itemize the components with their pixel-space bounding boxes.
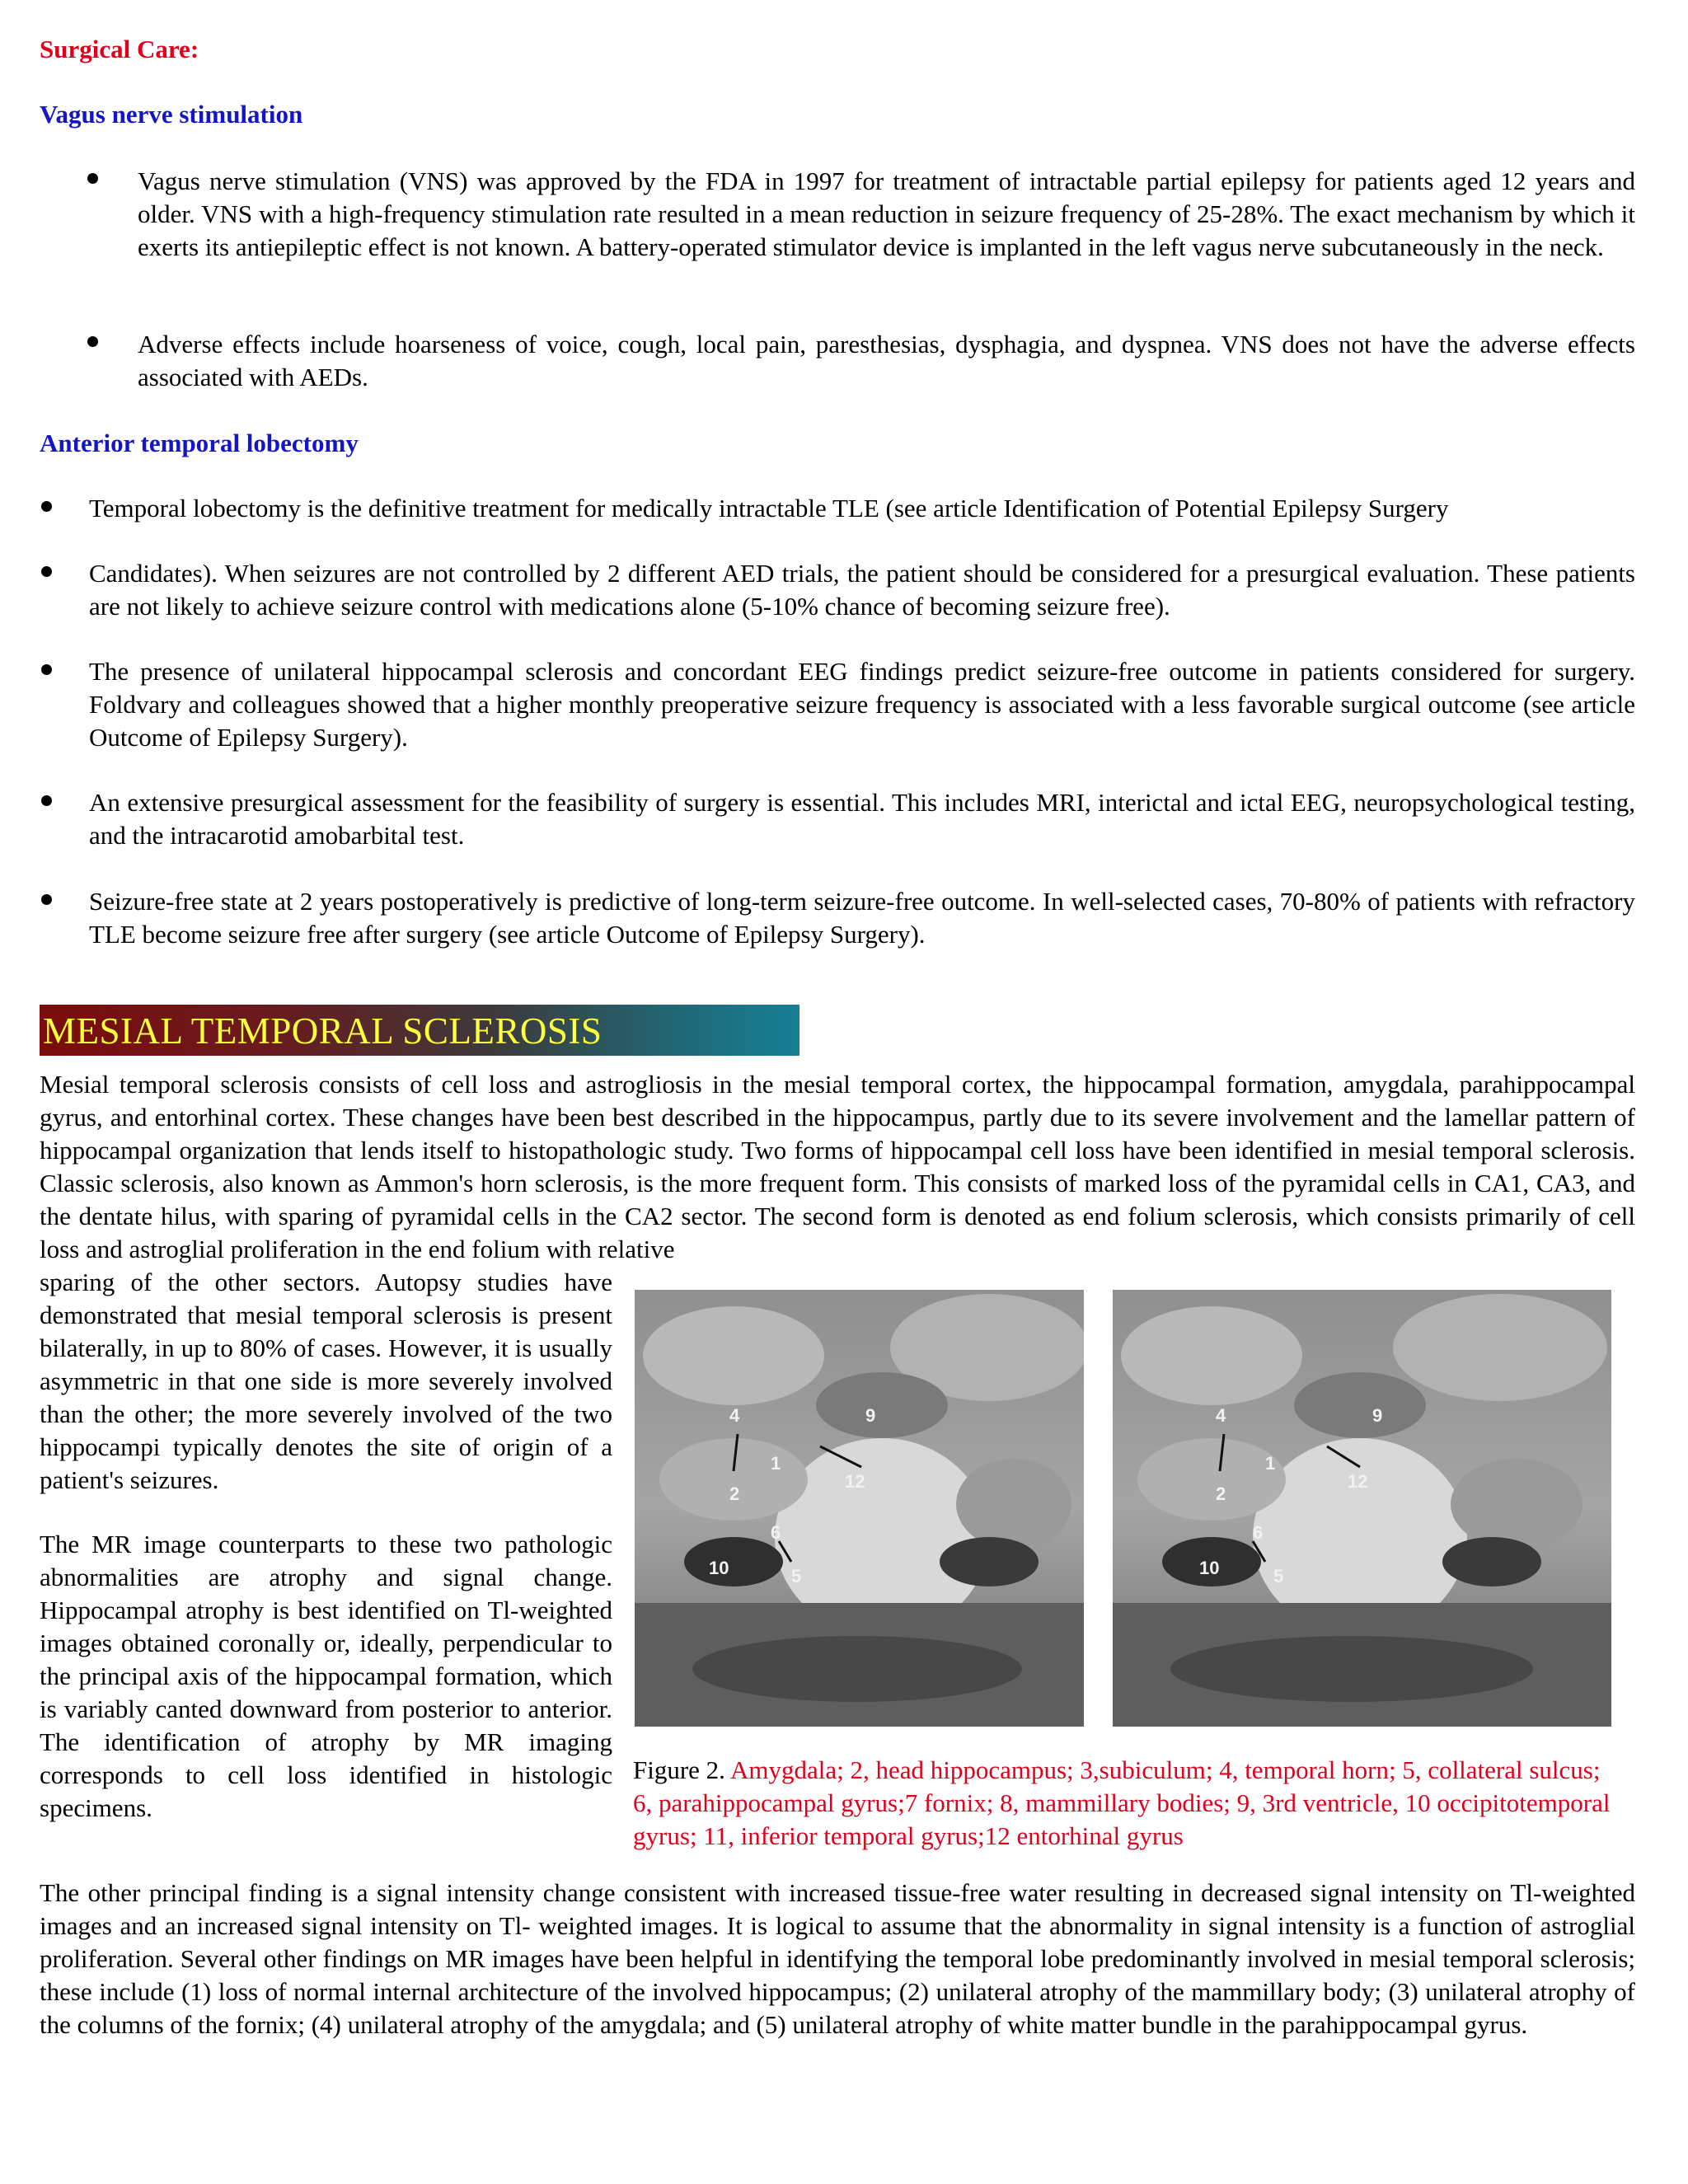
label-9: 9 (1372, 1405, 1383, 1426)
atl-bullet-2: Candidates). When seizures are not controlled by 2 different AED trials, the patient should be considered for a presurgical evaluation. These patients are not likely to achieve seizure control with medications alone (5-10% chance of becoming seizure free). (89, 559, 1635, 621)
bullet-icon (41, 501, 52, 512)
label-1: 1 (1265, 1453, 1276, 1474)
label-2: 2 (1216, 1483, 1226, 1504)
figure-caption-prefix: Figure 2. (633, 1755, 730, 1784)
atl-bullet-3: The presence of unilateral hippocampal sclerosis and concordant EEG findings predict seizure-free outcome in patients considered for surgery. Foldvary and colleagues showed that a higher monthly preoperative seizure frequency is associated with a less favorable surgical outcome (see article Outcome of Epilepsy Surgery). (89, 657, 1635, 752)
mts-title-banner (40, 1005, 799, 1056)
label-10: 10 (1199, 1558, 1220, 1578)
figure-caption-text: Amygdala; 2, head hippocampus; 3,subiculum; 4, temporal horn; 5, collateral sulcus; 6, parahippocampal gyrus;7 fornix; 8, mammillary bodies; 9, 3rd ventricle, 10 occipitotemporal gyrus; 11, inferior temporal gyrus;12 entorhinal gyrus (633, 1755, 1611, 1850)
label-2: 2 (729, 1483, 740, 1504)
bullet-icon (41, 795, 52, 806)
vns-bullet-2: Adverse effects include hoarseness of voice, cough, local pain, paresthesias, dysphagia, and dyspnea. VNS does not have the adverse effects associated with AEDs. (138, 330, 1635, 391)
label-12: 12 (845, 1471, 865, 1492)
mts-title: MESIAL TEMPORAL SCLEROSIS (43, 1010, 603, 1052)
label-5: 5 (1273, 1566, 1284, 1586)
label-1: 1 (771, 1453, 781, 1474)
vns-heading: Vagus nerve stimulation (40, 100, 303, 129)
mts-paragraph-1: Mesial temporal sclerosis consists of cell loss and astrogliosis in the mesial temporal cortex, the hippocampal formation, amygdala, parahippocampal gyrus, and entorhinal cortex. These changes have been best described in the hippocampus, partly due to its severe involvement and the lamellar pattern of hippocampal organization that lends itself to histopathologic study. Two forms of hippocampal cell loss have been identified in mesial temporal sclerosis. Classic sclerosis, also known as Ammon's horn sclerosis, is the more frequent form. This consists of marked loss of the pyramidal cells in CA1, CA3, and the dentate hilus, with sparing of pyramidal cells in the CA2 sector. The second form is denoted as end folium sclerosis, which consists primarily of cell loss and astroglial proliferation in the end folium with relative (40, 1070, 1635, 1263)
atl-heading: Anterior temporal lobectomy (40, 429, 359, 457)
label-4: 4 (729, 1405, 740, 1426)
label-5: 5 (791, 1566, 802, 1586)
bullet-icon (41, 664, 52, 675)
mri-image-right (1113, 1290, 1611, 1727)
atl-bullet-5: Seizure-free state at 2 years postoperatively is predictive of long-term seizure-free outcome. In well-selected cases, 70-80% of patients with refractory TLE become seizure free after surgery (see article Outcome of Epilepsy Surgery). (89, 887, 1635, 949)
label-6: 6 (771, 1522, 781, 1543)
figure-caption (633, 1754, 1622, 1853)
label-12: 12 (1348, 1471, 1368, 1492)
label-9: 9 (865, 1405, 876, 1426)
atl-bullet-1: Temporal lobectomy is the definitive treatment for medically intractable TLE (see article Identification of Potential Epilepsy Surgery (89, 494, 1449, 523)
bullet-icon (41, 894, 52, 905)
bullet-icon (87, 173, 98, 184)
atl-bullet-4: An extensive presurgical assessment for the feasibility of surgery is essential. This includes MRI, interictal and ictal EEG, neuropsychological testing, and the intracarotid amobarbital test. (89, 788, 1635, 850)
mts-paragraph-1-continued: sparing of the other sectors. Autopsy studies have demonstrated that mesial temporal sclerosis is present bilaterally, in up to 80% of cases. However, it is usually asymmetric in that one side is more severely involved than the other; the more severely involved of the two hippocampi typically denotes the site of origin of a patient's seizures. (40, 1268, 612, 1494)
bullet-icon (87, 336, 98, 347)
label-10: 10 (709, 1558, 729, 1578)
mts-paragraph-3: The other principal finding is a signal intensity change consistent with increased tissue-free water resulting in decreased signal intensity on Tl-weighted images and an increased signal intensity on Tl- weighted images. It is logical to assume that the abnormality in signal intensity is a function of astroglial proliferation. Several other findings on MR images have been helpful in identifying the temporal lobe predominantly involved in mesial temporal sclerosis; these include (1) loss of normal internal architecture of the involved hippocampus; (2) unilateral atrophy of the mammillary body; (3) unilateral atrophy of the columns of the fornix; (4) unilateral atrophy of the amygdala; and (5) unilateral atrophy of white matter bundle in the parahippocampal gyrus. (40, 1878, 1635, 2039)
bullet-icon (41, 566, 52, 577)
mri-image-left (635, 1290, 1084, 1727)
surgical-care-heading: Surgical Care: (40, 35, 199, 63)
label-4: 4 (1216, 1405, 1226, 1426)
label-6: 6 (1253, 1522, 1264, 1543)
vns-bullet-1: Vagus nerve stimulation (VNS) was approved by the FDA in 1997 for treatment of intractable partial epilepsy for patients aged 12 years and older. VNS with a high-frequency stimulation rate resulted in a mean reduction in seizure frequency of 25-28%. The exact mechanism by which it exerts its antiepileptic effect is not known. A battery-operated stimulator device is implanted in the left vagus nerve subcutaneously in the neck. (138, 166, 1635, 261)
mts-paragraph-2: The MR image counterparts to these two pathologic abnormalities are atrophy and signal change. Hippocampal atrophy is best identified on Tl-weighted images obtained coronally or, ideally, perpendicular to the principal axis of the hippocampal formation, which is variably canted downward from posterior to anterior. The identification of atrophy by MR imaging corresponds to cell loss identified in histologic specimens. (40, 1530, 612, 1822)
